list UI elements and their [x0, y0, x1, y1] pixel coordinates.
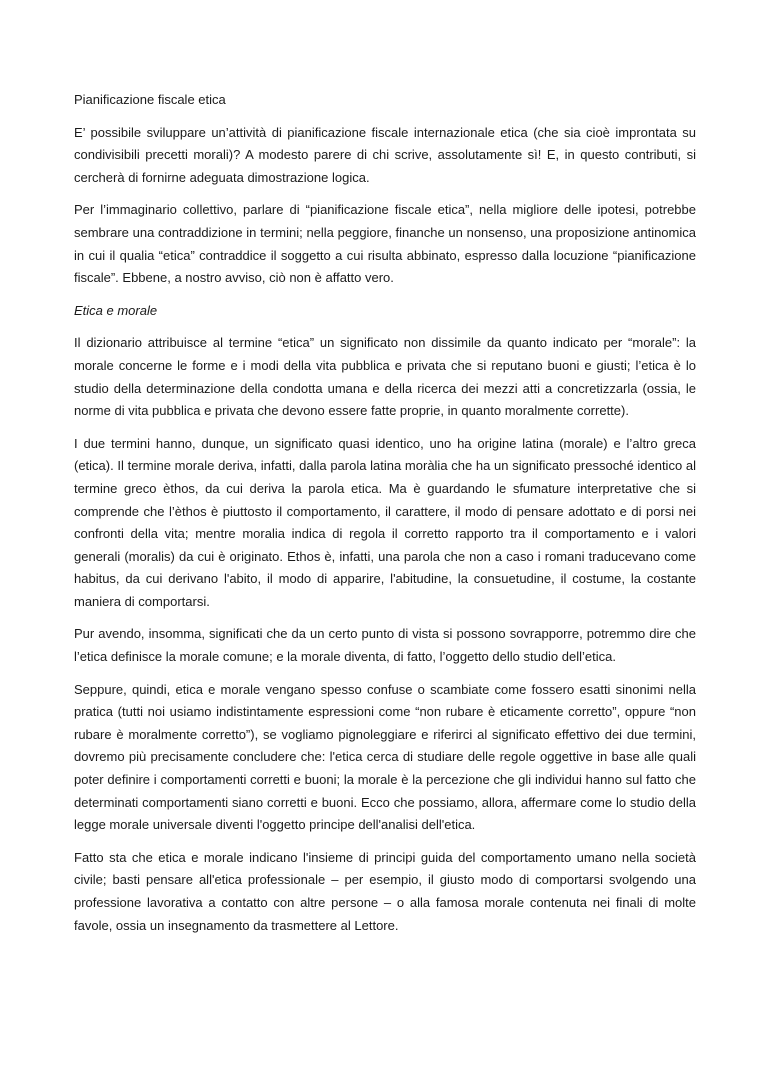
intro-paragraph-1: E’ possibile sviluppare un’attività di pianificazione fiscale internazionale etica (che sia cioè improntata su condivisibili precetti morali)? A modesto parere di chi scrive, assolutamente sì! E, in questo contributi, si cercherà di fornirne adeguata dimostrazione logica. [74, 124, 696, 185]
section-paragraph-3: Pur avendo, insomma, significati che da un certo punto di vista si possono sovrapporre, potremmo dire che l’etica definisce la morale comune; e la morale diventa, di fatto, l’oggetto dello studio dell’etica. [74, 626, 696, 665]
document-title: Pianificazione fiscale etica [74, 92, 226, 107]
section-paragraph-2: I due termini hanno, dunque, un significato quasi identico, uno ha origine latina (morale) e l’altro greca (etica). Il termine morale deriva, infatti, dalla parola latina moràlia che ha un significato pressoché identico al termine greco èthos, da cui deriva la parola etica. Ma è guardando le sfumature interpretative che si comprende che l’èthos è piuttosto il comportamento, il carattere, il modo di pensare adottato e di porsi nei confronti della vita; mentre moralia indica di regola il corretto rapporto tra il comportamento e i valori generali (moralis) da cui è originato. Ethos è, infatti, una parola che non a caso i romani traducevano come habitus, da cui derivano l'abito, il modo di apparire, l'abitudine, la consuetudine, il costume, la costante maniera di comportarsi. [74, 435, 696, 609]
section-paragraph-1: Il dizionario attribuisce al termine “etica” un significato non dissimile da quanto indicato per “morale”: la morale concerne le forme e i modi della vita pubblica e privata che si reputano buoni e giusti; l’etica è lo studio della determinazione della condotta umana e della ricerca dei mezzi atti a concretizzarla (ossia, le norme di vita pubblica e privata che devono essere fatte proprie, in quanto moralmente corrette). [74, 335, 696, 419]
section-paragraph-5: Fatto sta che etica e morale indicano l'insieme di principi guida del comportamento umano nella società civile; basti pensare all'etica professionale – per esempio, il giusto modo di comportarsi svolgendo una professione lavorativa a contatto con altre persone – o alla famosa morale contenuta nei finali di molte favole, ossia un insegnamento da trasmettere al Lettore. [74, 849, 696, 933]
section-paragraph-4: Seppure, quindi, etica e morale vengano spesso confuse o scambiate come fossero esatti sinonimi nella pratica (tutti noi usiamo indistintamente espressioni come “non rubare è eticamente corretto”, oppure “non rubare è moralmente corretto”), se vogliamo pignoleggiare e riferirci al significato effettivo dei due termini, dovremo più precisamente concludere che: l'etica cerca di studiare delle regole oggettive in base alle quali poter definire i comportamenti corretti e buoni; la morale è la percezione che gli individui hanno sul fatto che determinati comportamenti siano corretti e buoni. Ecco che possiamo, allora, affermare come lo studio della legge morale universale diventi l'oggetto principe dell'analisi dell'etica. [74, 681, 696, 833]
section-heading: Etica e morale [74, 302, 158, 318]
intro-paragraph-2: Per l’immaginario collettivo, parlare di “pianificazione fiscale etica”, nella migliore delle ipotesi, potrebbe sembrare una contraddizione in termini; nella peggiore, finanche un nonsenso, una proposizione antinomica in cui il qualia “etica” contraddice il soggetto a cui risulta abbinato, espresso dalla locuzione “pianificazione fiscale”. Ebbene, a nostro avviso, ciò non è affatto vero. [74, 202, 696, 286]
document-body [74, 89, 696, 947]
